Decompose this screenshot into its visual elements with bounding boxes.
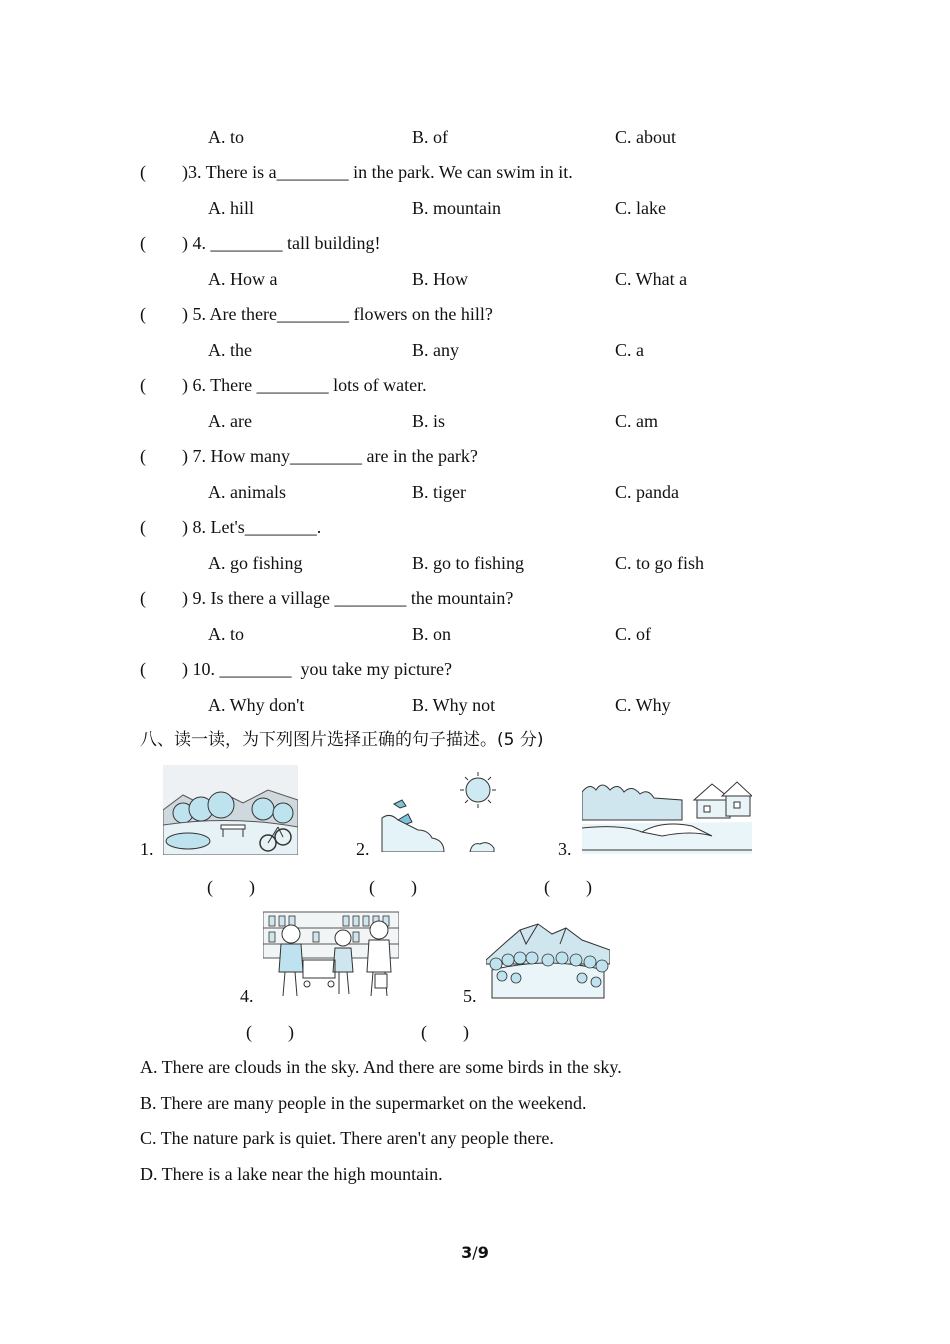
q7-option-a: A. animals	[208, 482, 286, 502]
question-4: ( ) 4. ________ tall building!	[140, 233, 381, 253]
q3-option-b: B. mountain	[412, 198, 501, 218]
q7-option-c: C. panda	[615, 482, 679, 502]
picture-4-answer-blank[interactable]: ( )	[246, 1022, 294, 1042]
q9-option-a: A. to	[208, 624, 244, 644]
q9-option-c: C. of	[615, 624, 651, 644]
picture-3-answer-blank[interactable]: ( )	[544, 877, 592, 897]
q4-option-a: A. How a	[208, 269, 278, 289]
q8-option-a: A. go fishing	[208, 553, 303, 573]
q10-option-c: C. Why	[615, 695, 671, 715]
supermarket-people-picture	[263, 910, 399, 998]
question-3: ( )3. There is a________ in the park. We can swim in it.	[140, 162, 573, 182]
sentence-a: A. There are clouds in the sky. And there are some birds in the sky.	[140, 1057, 622, 1077]
q8-option-c: C. to go fish	[615, 553, 705, 573]
q3-option-c: C. lake	[615, 198, 666, 218]
sentence-d: D. There is a lake near the high mountain.	[140, 1164, 443, 1184]
q6-option-c: C. am	[615, 411, 658, 431]
q7-option-b: B. tiger	[412, 482, 466, 502]
total-pages: 9	[477, 1243, 489, 1262]
picture-5-answer-blank[interactable]: ( )	[421, 1022, 469, 1042]
q8-option-b: B. go to fishing	[412, 553, 525, 573]
picture-2-number: 2.	[356, 839, 370, 859]
picture-1-number: 1.	[140, 839, 154, 859]
picture-1-answer-blank[interactable]: ( )	[207, 877, 255, 897]
picture-3-number: 3.	[558, 839, 572, 859]
q5-option-c: C. a	[615, 340, 644, 360]
q2-option-b: B. of	[412, 127, 448, 147]
question-5: ( ) 5. Are there________ flowers on the hill?	[140, 304, 493, 324]
q10-option-b: B. Why not	[412, 695, 496, 715]
picture-5-number: 5.	[463, 986, 477, 1006]
question-8: ( ) 8. Let's________.	[140, 517, 322, 537]
current-page: 3	[461, 1243, 473, 1262]
question-10: ( ) 10. ________ you take my picture?	[140, 659, 452, 679]
q4-option-c: C. What a	[615, 269, 688, 289]
q2-option-a: A. to	[208, 127, 244, 147]
picture-2-answer-blank[interactable]: ( )	[369, 877, 417, 897]
q6-option-b: B. is	[412, 411, 446, 431]
question-9: ( ) 9. Is there a village ________ the mountain?	[140, 588, 514, 608]
mountain-lake-picture	[486, 920, 610, 1000]
picture-4-number: 4.	[240, 986, 254, 1006]
lake-house-picture	[582, 780, 752, 854]
q5-option-a: A. the	[208, 340, 252, 360]
q3-option-a: A. hill	[208, 198, 255, 218]
question-7: ( ) 7. How many________ are in the park?	[140, 446, 478, 466]
sky-birds-sun-picture	[380, 768, 500, 852]
question-6: ( ) 6. There ________ lots of water.	[140, 375, 427, 395]
q10-option-a: A. Why don't	[208, 695, 305, 715]
q4-option-b: B. How	[412, 269, 469, 289]
q9-option-b: B. on	[412, 624, 452, 644]
q5-option-b: B. any	[412, 340, 459, 360]
page-number	[0, 1243, 950, 1262]
sentence-c: C. The nature park is quiet. There aren't any people there.	[140, 1128, 554, 1148]
q6-option-a: A. are	[208, 411, 252, 431]
park-bench-picture	[163, 765, 298, 855]
q2-option-c: C. about	[615, 127, 676, 147]
section-8-heading: 八、读一读，为下列图片选择正确的句子描述。(5 分)	[140, 730, 544, 750]
page-separator: /	[472, 1243, 478, 1262]
sentence-b: B. There are many people in the supermarket on the weekend.	[140, 1093, 587, 1113]
